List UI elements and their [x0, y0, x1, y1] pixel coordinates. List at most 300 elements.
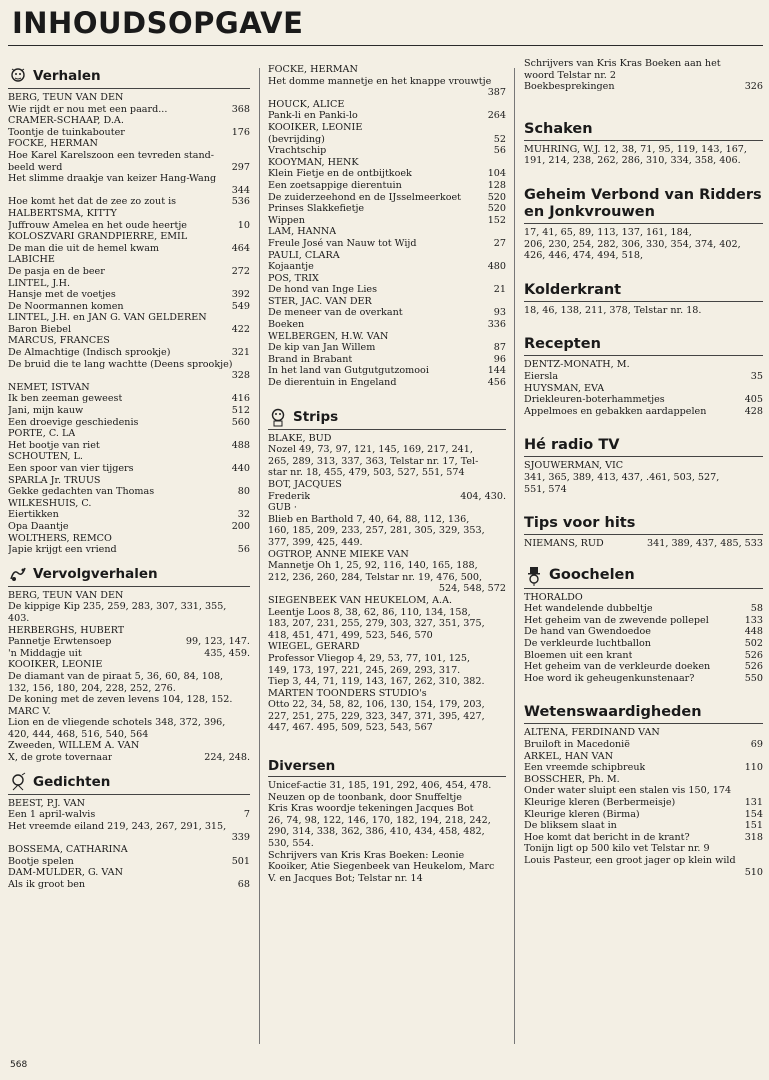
- page-ref: 99, 123, 147.: [185, 636, 250, 648]
- index-line: [8, 301, 250, 313]
- index-line: [8, 636, 250, 648]
- entry-text: NEMET, ISTVÁN: [8, 381, 90, 393]
- index-line: [268, 354, 506, 366]
- index-line: [268, 331, 506, 343]
- entry-text: PAULI, CLARA: [268, 249, 340, 261]
- index-line: [524, 305, 763, 317]
- section-heading: Geheim Verbond van Ridders en Jonkvrouwen: [524, 186, 762, 220]
- index-line: [268, 456, 506, 468]
- entry-text: Lion en de vliegende schotels 348, 372, 396,: [8, 717, 226, 729]
- index-line: [524, 867, 763, 879]
- index-line: [8, 463, 250, 475]
- tips-list: [524, 538, 763, 550]
- index-line: [268, 87, 506, 99]
- index-line: [8, 544, 250, 556]
- entry-text: MARCUS, FRANCES: [8, 335, 110, 347]
- index-line: [268, 307, 506, 319]
- entry-text: HOUCK, ALICE: [268, 98, 345, 110]
- page-ref: 502: [744, 638, 763, 650]
- entry-text: ARKEL, HAN VAN: [524, 750, 614, 762]
- entry-text: 551, 574: [524, 483, 567, 495]
- entry-text: 212, 236, 260, 284, Telstar nr. 19, 476, 500,: [268, 571, 483, 583]
- page-ref: 328: [231, 370, 250, 382]
- index-line: [8, 92, 250, 104]
- index-line: [8, 521, 250, 533]
- entry-text: Kleurige kleren (Birma): [524, 808, 640, 820]
- index-line: [268, 560, 506, 572]
- entry-text: 132, 156, 180, 204, 228, 252, 276.: [8, 682, 176, 694]
- page-ref: 526: [744, 661, 763, 673]
- column-2: [268, 58, 506, 1050]
- page-ref: 93: [493, 307, 506, 319]
- page-ref: 464: [231, 242, 250, 254]
- index-line: [268, 226, 506, 238]
- page-ref: 80: [237, 486, 250, 498]
- index-line: [8, 509, 250, 521]
- index-line: [268, 665, 506, 677]
- entry-text: Hoe komt het dat de zee zo zout is: [8, 196, 177, 208]
- index-line: [8, 254, 250, 266]
- index-line: [268, 433, 506, 445]
- index-line: [268, 803, 506, 815]
- index-line: [524, 603, 763, 615]
- index-line: [524, 809, 763, 821]
- entry-text: Prinses Slakkefietje: [268, 203, 365, 215]
- entry-text: 183, 207, 231, 255, 279, 303, 327, 351, 375,: [268, 618, 485, 630]
- page-ref: 58: [750, 603, 763, 615]
- entry-text: De hand van Gwendoedoe: [524, 626, 651, 638]
- index-line: [268, 134, 506, 146]
- entry-text: Als ik groot ben: [8, 878, 86, 890]
- index-line: [8, 382, 250, 394]
- entry-text: Juffrouw Amelea en het oude heertje: [8, 219, 187, 231]
- entry-text: KOOIKER, LEONIE: [268, 121, 363, 133]
- entry-text: 290, 314, 338, 362, 386, 410, 434, 458, 482,: [268, 826, 485, 838]
- page-ref: 297: [231, 161, 250, 173]
- index-line: [8, 150, 250, 162]
- entry-text: De verkleurde luchtballon: [524, 638, 651, 650]
- page-ref: 21: [493, 284, 506, 296]
- entry-text: BERG, TEUN VAN DEN: [8, 92, 124, 103]
- index-line: [8, 821, 250, 833]
- entry-text: Otto 22, 34, 58, 82, 106, 130, 154, 179, 203,: [268, 699, 485, 711]
- entry-text: Het vreemde eiland 219, 243, 267, 291, 315,: [8, 820, 227, 832]
- page-ref: 144: [487, 365, 506, 377]
- entry-text: 191, 214, 238, 262, 286, 310, 334, 358, 406.: [524, 155, 741, 167]
- entry-text: ALTENA, FERDINAND VAN: [524, 727, 660, 739]
- index-line: [268, 365, 506, 377]
- index-line: [268, 467, 506, 479]
- entry-text: Een zoetsappige dierentuin: [268, 179, 402, 191]
- page-ref: 336: [487, 319, 506, 331]
- entry-text: Ik ben zeeman geweest: [8, 393, 123, 405]
- entry-text: Bootje spelen: [8, 855, 74, 867]
- entry-text: Eiersla: [524, 370, 559, 382]
- page-ref: 440: [231, 463, 250, 474]
- page-ref: 524, 548, 572: [438, 583, 506, 595]
- section-heading: Recepten: [524, 336, 601, 353]
- index-line: [8, 671, 250, 683]
- index-line: [8, 162, 250, 174]
- page-ref: 318: [744, 831, 763, 843]
- diversen-list: [268, 780, 506, 884]
- index-line: [8, 498, 250, 510]
- section-kolderkrant: [524, 280, 763, 302]
- page-ref: 480: [487, 261, 506, 273]
- index-line: [268, 618, 506, 630]
- index-line: [8, 266, 250, 278]
- section-heading: Verhalen: [33, 68, 101, 84]
- entry-text: Het wandelende dubbeltje: [524, 603, 653, 615]
- index-line: [268, 342, 506, 354]
- page-ref: 154: [744, 808, 763, 820]
- index-line: [8, 590, 250, 602]
- entry-text: Onder water sluipt een stalen vis 150, 174: [524, 785, 732, 797]
- verhalen-continued-list: [268, 64, 506, 389]
- page-ref: 512: [231, 405, 250, 417]
- index-line: [8, 486, 250, 498]
- entry-text: SPARLA Jr. TRUUS: [8, 474, 101, 486]
- index-line: [524, 638, 763, 650]
- index-line: [268, 192, 506, 204]
- index-line: [524, 144, 763, 156]
- entry-text: DENTZ-MONATH, M.: [524, 359, 630, 371]
- page-ref: 435, 459.: [204, 647, 250, 659]
- page-ref: 448: [744, 626, 763, 638]
- page-ref: 387: [487, 87, 506, 99]
- entry-text: KOOIKER, LEONIE: [8, 659, 103, 671]
- page-ref: 422: [231, 323, 250, 335]
- index-line: [268, 873, 506, 885]
- entry-text: De diamant van de piraat 5, 36, 60, 84, 108,: [8, 670, 224, 682]
- index-line: [8, 370, 250, 382]
- entry-text: 160, 185, 209, 233, 257, 281, 305, 329, 353,: [268, 525, 485, 537]
- entry-text: KOOYMAN, HENK: [268, 156, 359, 168]
- page-ref: 501: [231, 855, 250, 867]
- index-line: [8, 138, 250, 150]
- index-line: [524, 394, 763, 406]
- index-line: [268, 64, 506, 76]
- page-ref: 96: [493, 353, 506, 365]
- section-heading: Tips voor hits: [524, 515, 636, 532]
- page-ref: 152: [487, 214, 506, 226]
- index-line: [524, 359, 763, 371]
- index-line: [268, 699, 506, 711]
- index-line: [8, 208, 250, 220]
- index-line: [8, 683, 250, 695]
- page-ref: 341, 389, 437, 485, 533: [647, 538, 763, 550]
- index-line: [268, 711, 506, 723]
- geheim-list: [524, 227, 763, 262]
- entry-text: 26, 74, 98, 122, 146, 170, 182, 194, 218, 242,: [268, 814, 491, 826]
- index-line: [268, 284, 506, 296]
- page-ref: 133: [744, 614, 763, 626]
- index-line: [268, 157, 506, 169]
- entry-text: BOSSCHER, Ph. M.: [524, 773, 620, 785]
- index-line: [268, 145, 506, 157]
- page-ref: 326: [744, 81, 763, 93]
- index-line: [268, 203, 506, 215]
- section-heading: Goochelen: [549, 567, 635, 584]
- index-line: [268, 676, 506, 688]
- index-line: [524, 227, 763, 239]
- entry-text: Louis Pasteur, een groot jager op klein wild: [524, 854, 736, 866]
- index-line: [524, 615, 763, 627]
- index-line: [268, 572, 506, 584]
- section-schaken: [524, 119, 763, 141]
- index-line: [524, 371, 763, 383]
- goochelen-list: [524, 592, 763, 685]
- recepten-list: [524, 359, 763, 417]
- page-ref: 110: [744, 762, 763, 774]
- entry-text: Het slimme draakje van keizer Hang-Wang: [8, 173, 217, 185]
- index-line: [524, 843, 763, 855]
- index-line: [268, 607, 506, 619]
- index-line: [8, 347, 250, 359]
- page-ref: 7: [243, 809, 250, 821]
- entry-text: 18, 46, 138, 211, 378, Telstar nr. 18.: [524, 304, 702, 316]
- index-line: [524, 472, 763, 484]
- entry-text: Kooiker, Atie Siegenbeek van Heukelom, Marc: [268, 861, 495, 873]
- index-line: [268, 215, 506, 227]
- entry-text: WIEGEL, GERARD: [268, 641, 360, 653]
- index-line: [8, 601, 250, 613]
- entry-text: Appelmoes en gebakken aardappelen: [524, 405, 707, 417]
- page-ref: 224, 248.: [204, 752, 250, 764]
- entry-text: V. en Jacques Bot; Telstar nr. 14: [268, 872, 423, 884]
- index-line: [8, 475, 250, 487]
- entry-text: MUHRING, W.J. 12, 38, 71, 95, 119, 143, 167,: [524, 143, 747, 155]
- index-line: [8, 278, 250, 290]
- index-line: [8, 729, 250, 741]
- index-line: [524, 650, 763, 662]
- index-line: [8, 625, 250, 637]
- index-line: [268, 502, 506, 514]
- index-line: [524, 673, 763, 685]
- entry-text: De man die uit de hemel kwam: [8, 242, 160, 254]
- index-line: [8, 740, 250, 752]
- entry-text: HERBERGHS, HUBERT: [8, 624, 125, 636]
- index-line: [8, 393, 250, 405]
- page-ref: 520: [487, 191, 506, 203]
- serial-icon: [8, 564, 28, 584]
- entry-text: Professor Vliegop 4, 29, 53, 77, 101, 125,: [268, 652, 471, 664]
- entry-text: De meneer van de overkant: [268, 307, 403, 319]
- kolder-list: [524, 305, 763, 317]
- entry-text: Boeken: [268, 319, 305, 331]
- entry-text: Leentje Loos 8, 38, 62, 86, 110, 134, 158,: [268, 606, 471, 618]
- title-rule: [8, 45, 763, 46]
- entry-text: Pannetje Erwtensoep: [8, 636, 112, 648]
- entry-text: 420, 444, 468, 516, 540, 564: [8, 728, 149, 740]
- entry-text: KOLOSZVARI GRANDPIERRE, EMIL: [8, 231, 188, 243]
- entry-text: FOCKE, HERMAN: [8, 138, 98, 150]
- entry-text: Neuzen op de toonbank, door Snuffeltje: [268, 791, 462, 803]
- index-line: [268, 76, 506, 88]
- index-line: [524, 661, 763, 673]
- entry-text: Driekleuren-boterhammetjes: [524, 394, 665, 406]
- weten-list: [524, 727, 763, 878]
- column-3: [524, 58, 763, 1050]
- entry-text: Hansje met de voetjes: [8, 289, 116, 301]
- entry-text: Wippen: [268, 214, 305, 226]
- page-ref: 32: [237, 509, 250, 521]
- page-ref: 10: [237, 219, 250, 231]
- entry-text: Brand in Brabant: [268, 353, 353, 365]
- entry-text: Het bootje van riet: [8, 439, 100, 451]
- entry-text: Boekbesprekingen: [524, 81, 615, 93]
- page-ref: 131: [744, 797, 763, 808]
- entry-text: Pank-li en Panki-lo: [268, 110, 358, 122]
- index-line: [268, 688, 506, 700]
- index-line: [8, 231, 250, 243]
- index-line: [8, 417, 250, 429]
- index-line: [268, 826, 506, 838]
- page-title: INHOUDSOPGAVE: [12, 6, 304, 40]
- entry-text: SJOUWERMAN, VIC: [524, 460, 624, 472]
- index-line: [268, 180, 506, 192]
- page-ref: 368: [231, 103, 250, 115]
- entry-text: Freule José van Nauw tot Wijd: [268, 237, 417, 249]
- page-ref: 69: [750, 739, 763, 751]
- entry-text: WILKESHUIS, C.: [8, 497, 92, 509]
- page-ref: 35: [750, 370, 763, 382]
- index-line: [524, 81, 763, 93]
- index-line: [268, 261, 506, 273]
- entry-text: De hond van Inge Lies: [268, 284, 377, 296]
- entry-text: WELBERGEN, H.W. VAN: [268, 330, 389, 342]
- entry-text: BOT, JACQUES: [268, 479, 342, 490]
- schaken-list: [524, 144, 763, 167]
- entry-text: Een 1 april-walvis: [8, 809, 96, 821]
- column-divider: [514, 68, 515, 1044]
- section-heading: Schaken: [524, 120, 593, 137]
- entry-text: Klein Fietje en de ontbijtkoek: [268, 168, 412, 180]
- entry-text: Tonijn ligt op 500 kilo vet Telstar nr. 9: [524, 843, 710, 855]
- entry-text: Een droevige geschiedenis: [8, 416, 139, 428]
- entry-text: De bruid die te lang wachtte (Deens sprookje): [8, 358, 233, 370]
- index-line: [268, 168, 506, 180]
- index-line: [524, 751, 763, 763]
- entry-text: STER, JAC. VAN DER: [268, 295, 372, 307]
- page-ref: 416: [231, 393, 250, 405]
- entry-text: Zweeden, WILLEM A. VAN: [8, 740, 140, 752]
- index-line: [8, 440, 250, 452]
- entry-text: Het geheim van de zwevende pollepel: [524, 614, 709, 626]
- entry-text: Gekke gedachten van Thomas: [8, 486, 155, 498]
- index-line: [268, 641, 506, 653]
- index-line: [8, 243, 250, 255]
- section-radio-tv: [524, 435, 763, 457]
- index-line: [524, 70, 763, 82]
- entry-text: De pasja en de beer: [8, 265, 105, 277]
- entry-text: LABICHE: [8, 254, 55, 266]
- index-line: [8, 659, 250, 671]
- index-line: [8, 359, 250, 371]
- entry-text: Het geheim van de verkleurde doeken: [524, 661, 711, 673]
- entry-text: De zuiderzeehond en de IJsselmeerkoet: [268, 191, 462, 203]
- comic-character-icon: [268, 407, 288, 427]
- entry-text: In het land van Gutgutgutzomooi: [268, 365, 429, 377]
- index-line: [268, 479, 506, 491]
- page-ref: 339: [231, 832, 250, 844]
- magician-icon: [524, 566, 544, 586]
- poet-icon: [8, 772, 28, 792]
- entry-text: Jani, mijn kauw: [8, 405, 84, 417]
- column-1: [8, 58, 250, 1050]
- index-line: [268, 296, 506, 308]
- index-line: [268, 491, 506, 503]
- index-line: [268, 99, 506, 111]
- entry-text: De kip van Jan Willem: [268, 342, 376, 354]
- entry-text: 'n Middagje uit: [8, 647, 82, 659]
- index-line: [524, 855, 763, 867]
- page-ref: 200: [231, 520, 250, 532]
- entry-text: Opa Daantje: [8, 520, 69, 532]
- entry-text: Japie krijgt een vriend: [8, 544, 117, 556]
- page-ref: 392: [231, 289, 250, 301]
- entry-text: Hoe word ik geheugenkunstenaar?: [524, 672, 695, 684]
- entry-text: CRAMER-SCHAAP, D.A.: [8, 115, 124, 127]
- section-heading: Diversen: [268, 758, 336, 775]
- entry-text: BOSSEMA, CATHARINA: [8, 844, 128, 856]
- entry-text: Bruiloft in Macedonië: [524, 739, 630, 751]
- section-diversen: [268, 756, 506, 777]
- index-line: [8, 115, 250, 127]
- entry-text: Wie rijdt er nou met een paard...: [8, 103, 168, 115]
- page-ref: 550: [744, 672, 763, 684]
- entry-text: POS, TRIX: [268, 272, 319, 284]
- page-ref: 536: [231, 196, 250, 208]
- entry-text: BERG, TEUN VAN DEN: [8, 589, 124, 601]
- index-line: [524, 592, 763, 604]
- entry-text: Schrijvers van Kris Kras Boeken aan het: [524, 58, 721, 69]
- index-line: [268, 780, 506, 792]
- entry-text: De koning met de zeven levens 104, 128, 152.: [8, 694, 233, 706]
- entry-text: SIEGENBEEK VAN HEUKELOM, A.A.: [268, 594, 453, 606]
- entry-text: LINTEL, J.H.: [8, 277, 70, 289]
- index-line: [268, 595, 506, 607]
- page-ref: 428: [744, 405, 763, 417]
- index-line: [268, 722, 506, 734]
- section-recepten: [524, 334, 763, 356]
- entry-text: HALBERTSMA, KITTY: [8, 207, 117, 219]
- index-line: [8, 312, 250, 324]
- page-ref: 405: [744, 394, 763, 406]
- index-line: [8, 405, 250, 417]
- page-ref: 520: [487, 203, 506, 215]
- entry-text: 426, 446, 474, 494, 518,: [524, 250, 644, 262]
- page-ref: 264: [487, 110, 506, 122]
- index-line: [268, 110, 506, 122]
- index-line: [268, 653, 506, 665]
- index-line: [8, 867, 250, 879]
- entry-text: Blieb en Barthold 7, 40, 64, 88, 112, 136,: [268, 513, 470, 525]
- entry-text: 149, 173, 197, 221, 245, 269, 293, 317.: [268, 664, 461, 676]
- section-wetenswaardigheden: [524, 702, 763, 724]
- page-ref: 488: [231, 439, 250, 451]
- index-line: [268, 273, 506, 285]
- index-line: [524, 727, 763, 739]
- section-heading: Strips: [293, 408, 339, 425]
- index-line: [524, 460, 763, 472]
- top-list: [524, 58, 763, 93]
- entry-text: GUB ·: [268, 502, 297, 514]
- entry-text: beeld werd: [8, 161, 63, 173]
- index-line: [524, 797, 763, 809]
- entry-text: De bliksem slaat in: [524, 820, 617, 832]
- entry-text: 341, 365, 389, 413, 437, .461, 503, 527,: [524, 471, 720, 483]
